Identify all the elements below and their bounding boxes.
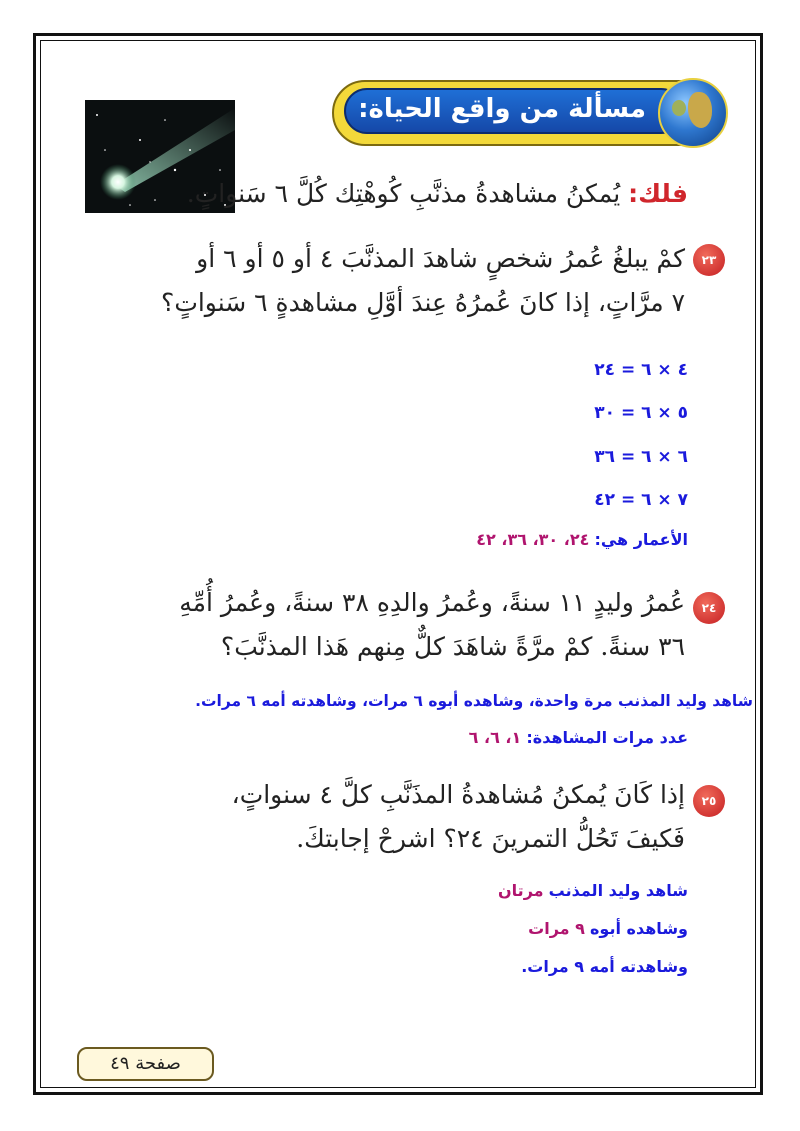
q25-answer-1-value: مرتان — [498, 881, 544, 900]
title-banner — [332, 74, 736, 154]
q24-answer-value: ١، ٦، ٦ — [468, 728, 522, 747]
q24-answer-count — [469, 728, 688, 747]
q24-answer-line1: شاهد وليد المذنب مرة واحدة، وشاهده أبوه ٦ مرات، وشاهدته أمه ٦ مرات. — [195, 692, 753, 710]
q25-answer-1 — [498, 881, 688, 900]
q25-answer-2 — [528, 919, 688, 938]
globe-icon — [658, 78, 728, 148]
q25-answer-1-text: شاهد وليد المذنب — [548, 881, 688, 900]
page-number: صفحة ٤٩ — [77, 1047, 214, 1081]
q25-answer-2-text: وشاهده أبوه — [589, 919, 688, 938]
intro-text: يُمكنُ مشاهدةُ مذنَّبِ كُوهْتِك كُلَّ ٦ سَنواتٍ. — [186, 179, 621, 208]
equation-4: ٧ × ٦ = ٤٢ — [594, 490, 688, 510]
question-24-number: ٢٤ — [693, 592, 725, 624]
question-24-line2: ٣٦ سنةً. كمْ مرَّةً شاهَدَ كلٌّ مِنهم هَذا المذنَّبَ؟ — [220, 632, 685, 661]
question-25-line1: إذا كَانَ يُمكنُ مُشاهدةُ المذَنَّبِ كلَّ ٤ سنواتٍ، — [231, 780, 685, 809]
q23-answer-value: ٢٤، ٣٠، ٣٦، ٤٢ — [476, 530, 590, 549]
equation-1: ٤ × ٦ = ٢٤ — [594, 360, 688, 380]
q23-answer-label: الأعمار هي: — [594, 530, 688, 549]
question-23-line2: ٧ مرَّاتٍ، إذا كانَ عُمرُهُ عِندَ أوَّلِ مشاهدةٍ ٦ سَنواتٍ؟ — [161, 288, 685, 317]
question-25-number: ٢٥ — [693, 785, 725, 817]
q23-answer — [476, 530, 688, 549]
intro-label: فلك: — [628, 179, 688, 208]
q25-answer-3: وشاهدته أمه ٩ مرات. — [521, 957, 688, 976]
question-25-line2: فَكيفَ تَحُلُّ التمرينَ ٢٤؟ اشرحْ إجابتكَ. — [296, 824, 685, 853]
q25-answer-2-value: ٩ مرات — [528, 919, 585, 938]
banner-title: مسألة من واقع الحياة: — [358, 94, 646, 124]
question-23-number: ٢٣ — [693, 244, 725, 276]
q24-answer-label: عدد مرات المشاهدة: — [526, 728, 688, 747]
question-23-line1: كمْ يبلغُ عُمرُ شخصٍ شاهدَ المذنَّبَ ٤ أو ٥ أو ٦ أو — [196, 244, 685, 273]
equation-3: ٦ × ٦ = ٣٦ — [594, 447, 688, 467]
question-24-line1: عُمرُ وليدٍ ١١ سنةً، وعُمرُ والدِهِ ٣٨ سنةً، وعُمرُ أُمِّهِ — [179, 588, 685, 617]
equation-2: ٥ × ٦ = ٣٠ — [594, 403, 688, 423]
intro-line — [187, 179, 688, 208]
